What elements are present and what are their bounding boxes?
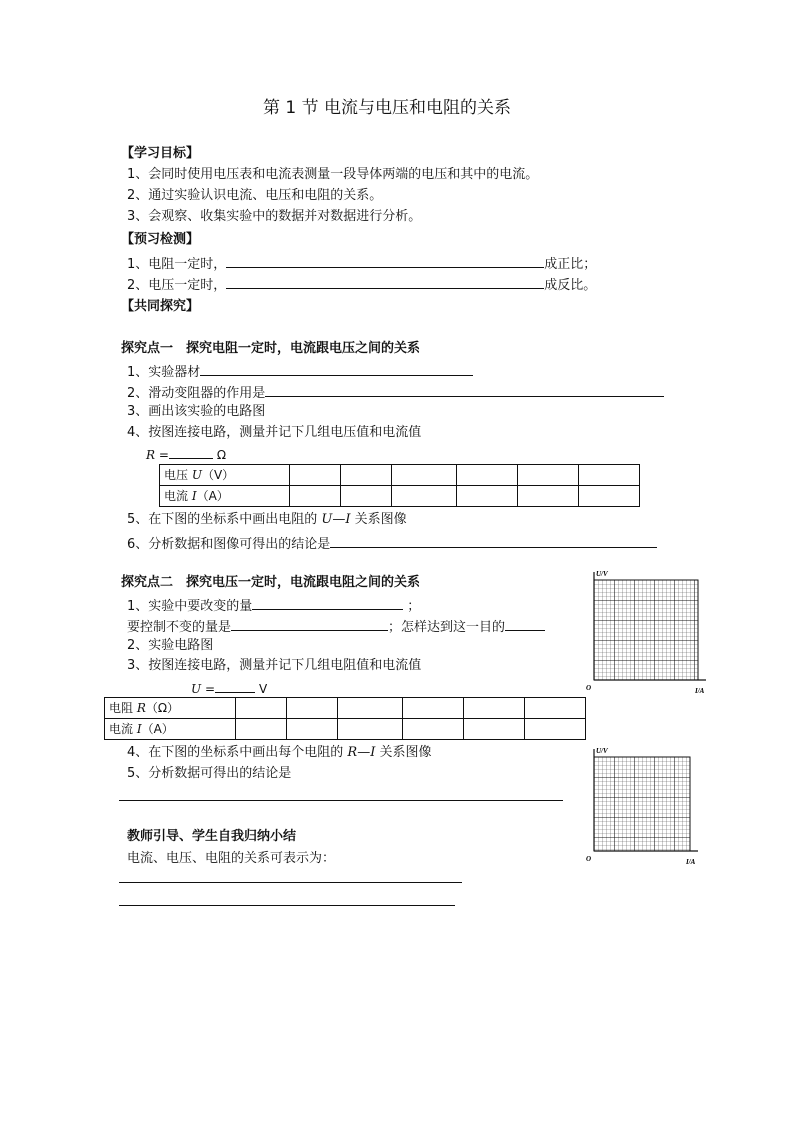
conclusion-blank-2[interactable] [119,800,563,801]
table-cell[interactable] [287,698,338,719]
r-equals: = [155,448,169,462]
table-cell[interactable] [392,486,457,507]
point2-heading: 探究点二 探究电压一定时，电流跟电阻之间的关系 [121,575,421,590]
preview-blank-2[interactable] [226,275,544,289]
table-cell[interactable] [518,486,579,507]
goal-item-3: 3、会观察、收集实验中的数据并对数据进行分析。 [127,209,422,224]
table-row [160,465,640,486]
table-cell[interactable] [338,719,403,740]
row-label-current [105,719,236,740]
point2-item-2: 2、实验电路图 [127,638,214,653]
point1-heading: 探究点一 探究电阻一定时，电流跟电压之间的关系 [121,341,421,356]
table-row [105,719,586,740]
row-label-prefix: 电压 [164,468,192,482]
table-cell[interactable] [290,465,341,486]
table-cell[interactable] [392,465,457,486]
point1-item-2 [127,383,664,402]
preview-blank-1[interactable] [226,254,544,268]
point2-item-4-var: R—I [347,745,376,760]
preview-item-1-suffix: 成正比； [544,257,597,272]
table-cell[interactable] [290,486,341,507]
method-blank[interactable] [505,617,545,631]
table-cell[interactable] [287,719,338,740]
preview-item-1 [127,254,596,273]
table-cell[interactable] [457,465,518,486]
resistance-current-table [104,697,586,740]
summary-blank-1[interactable] [119,882,462,883]
y-axis-label: U/V [596,747,608,755]
u-equals: = [201,682,215,696]
point2-item-3: 3、按图连接电路，测量并记下几组电阻值和电流值 [127,658,422,673]
preview-item-2-suffix: 成反比。 [544,278,597,293]
point1-item-4: 4、按图连接电路，测量并记下几组电压值和电流值 [127,425,422,440]
point2-item-4 [127,745,431,761]
goal-item-2: 2、通过实验认识电流、电压和电阻的关系。 [127,188,383,203]
point1-item-3: 3、画出该实验的电路图 [127,404,266,419]
row-label-var: I [191,489,197,503]
graph-ui-1 [584,566,714,698]
row-label-unit: （Ω） [145,701,180,715]
table-cell[interactable] [338,698,403,719]
summary-text: 电流、电压、电阻的关系可表示为： [127,851,336,866]
equipment-blank[interactable] [200,362,473,376]
r-variable: R [146,448,156,462]
point1-item-2-label: 2、滑动变阻器的作用是 [127,386,266,401]
constant-quantity-blank[interactable] [231,617,388,631]
resistance-value-line [146,445,226,463]
goal-item-1: 1、会同时使用电压表和电流表测量一段导体两端的电压和其中的电流。 [127,167,539,182]
row-label-unit: （A） [196,489,229,503]
explore-heading: 【共同探究】 [121,299,200,314]
r-unit: Ω [216,448,227,462]
point2-item-4-prefix: 4、在下图的坐标系中画出每个电阻的 [127,745,348,760]
point2-item-1-label: 1、实验中要改变的量 [127,599,253,614]
preview-item-2 [127,275,596,294]
table-cell[interactable] [518,465,579,486]
voltage-blank[interactable] [215,679,255,693]
preview-item-1-prefix: 1、电阻一定时， [127,257,227,272]
row-label-unit: （A） [141,722,174,736]
table-cell[interactable] [525,698,586,719]
major-grid [594,580,698,680]
table-cell[interactable] [341,465,392,486]
table-cell[interactable] [457,486,518,507]
graph-ui-2 [584,743,706,867]
resistance-blank[interactable] [169,445,213,459]
point2-item-1b [127,617,545,636]
point2-item-5: 5、分析数据可得出的结论是 [127,766,292,781]
point2-item-1 [127,596,420,615]
table-cell[interactable] [525,719,586,740]
point1-item-1 [127,362,473,381]
preview-item-2-prefix: 2、电压一定时， [127,278,227,293]
point1-item-6-label: 6、分析数据和图像可得出的结论是 [127,537,331,552]
row-label-var: R [136,701,146,715]
table-cell[interactable] [236,698,287,719]
row-label-prefix: 电阻 [109,701,137,715]
row-label-prefix: 电流 [164,489,192,503]
voltage-value-line [191,679,267,697]
table-cell[interactable] [403,719,464,740]
row-label-current [160,486,290,507]
voltage-current-table [159,464,640,507]
point2-item-1-end: ； [407,599,421,614]
point1-item-5-suffix: 关系图像 [350,512,407,527]
row-label-voltage [160,465,290,486]
origin-label: O [586,855,592,863]
row-label-var: I [136,722,142,736]
goals-heading: 【学习目标】 [121,146,200,161]
changed-quantity-blank[interactable] [252,596,403,610]
row-label-prefix: 电流 [109,722,137,736]
point1-item-5-var: U—I [321,512,351,527]
x-axis-label: I/A [695,687,705,695]
u-variable: U [191,682,202,696]
conclusion-blank-1[interactable] [330,534,657,548]
x-axis-label: I/A [686,858,696,866]
point2-item-1b-mid: ；怎样达到这一目的 [388,620,506,635]
point1-item-6 [127,534,657,553]
rheostat-role-blank[interactable] [265,383,664,397]
table-cell[interactable] [341,486,392,507]
summary-blank-2[interactable] [119,905,455,906]
point2-item-4-suffix: 关系图像 [375,745,432,760]
table-cell[interactable] [464,719,525,740]
row-label-var: U [191,468,202,482]
summary-heading: 教师引导、学生自我归纳小结 [127,829,297,844]
page-title: 第 1 节 电流与电压和电阻的关系 [263,98,512,118]
table-cell[interactable] [403,698,464,719]
point1-item-5 [127,512,407,528]
point2-item-1b-prefix: 要控制不变的量是 [127,620,232,635]
major-grid [594,757,690,851]
table-cell[interactable] [236,719,287,740]
row-label-unit: （V） [201,468,235,482]
table-cell[interactable] [579,465,640,486]
preview-heading: 【预习检测】 [121,232,200,247]
table-cell[interactable] [579,486,640,507]
table-row [160,486,640,507]
y-axis-label: U/V [596,570,608,578]
table-cell[interactable] [464,698,525,719]
row-label-resistance [105,698,236,719]
origin-label: O [586,684,592,692]
u-unit: V [259,682,268,696]
point1-item-5-prefix: 5、在下图的坐标系中画出电阻的 [127,512,322,527]
point1-item-1-label: 1、实验器材 [127,365,201,380]
table-row [105,698,586,719]
